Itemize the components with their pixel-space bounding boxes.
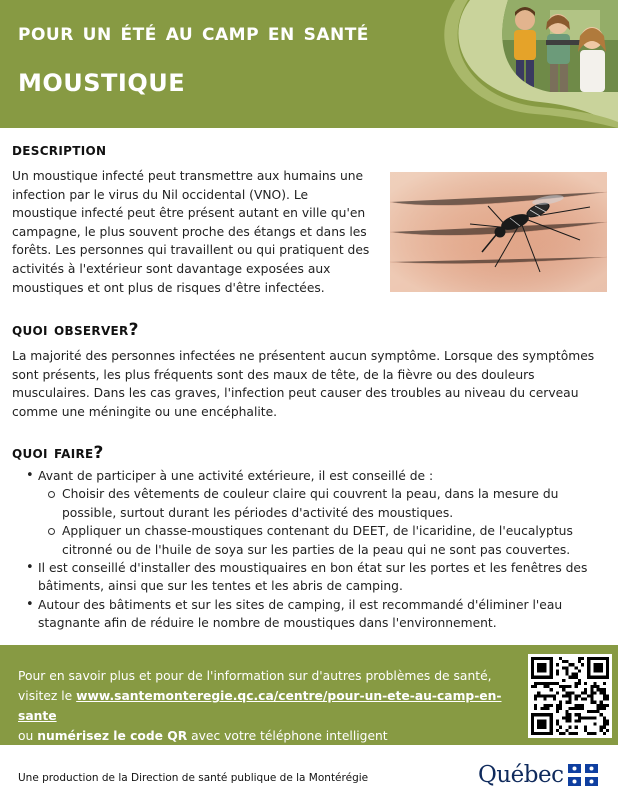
observe-text: La majorité des personnes infectées ne présentent aucun symptôme. Lorsque des symptômes sont présents, les plus fréquents sont des maux de tête, de la fièvre ou des douleurs musculaires. Dans les cas graves, l'infection peut causer des troubles au niveau du cerveau comme une méningite ou une encéphalite. — [12, 349, 595, 419]
quebec-logo — [478, 760, 598, 790]
page-subtitle: pour un été au camp en santé — [18, 18, 369, 46]
observe-heading: quoi observer? — [12, 320, 139, 340]
list-item — [24, 467, 610, 559]
list-item — [46, 485, 610, 522]
production-credit: Une production de la Direction de santé publique de la Montérégie — [18, 772, 369, 784]
qr-code-icon[interactable] — [528, 654, 612, 738]
mosquito-photo — [390, 172, 607, 292]
page-title: moustique — [18, 60, 186, 100]
todo-heading: quoi faire? — [12, 443, 104, 463]
description-text: Un moustique infecté peut transmettre aux humains une infection par le virus du Nil occidental (VNO). Le moustique infecté peut être présent autant en ville qu'en campagne, le plus souvent proche des étangs et dans les forêts. Les personnes qui travaillent ou qui pratiquent des activités à l'extérieur sont davantage exposées aux moustiques et ont plus de risques d'être infectées. — [12, 169, 370, 295]
todo-item-1: Avant de participer à une activité extérieure, il est conseillé de : — [38, 469, 434, 483]
qr-instruction: numérisez le code QR — [37, 729, 188, 743]
info-line-2-prefix: visitez le — [18, 689, 77, 703]
children-photo — [490, 0, 618, 92]
list-item — [24, 596, 610, 633]
quebec-flag-icon — [568, 764, 598, 786]
todo-subitem-1: Choisir des vêtements de couleur claire qui couvrent la peau, dans la mesure du possible, surtout durant les périodes d'activité des moustiques. — [62, 487, 559, 520]
info-text — [18, 666, 518, 746]
list-item — [46, 522, 610, 559]
todo-item-2: Il est conseillé d'installer des moustiquaires en bon état sur les portes et les fenêtres des bâtiments, ainsi que sur les tentes et les abris de camping. — [38, 561, 588, 594]
todo-sublist — [46, 485, 610, 559]
info-line-3-prefix: ou — [18, 729, 38, 743]
info-line-2 — [18, 686, 518, 726]
todo-subitem-2: Appliquer un chasse-moustiques contenant du DEET, de l'icaridine, de l'eucalyptus citronné ou de l'huile de soya sur les parties de la peau qui ne sont pas couvertes. — [62, 524, 573, 557]
quebec-logo-text: Québec — [478, 762, 564, 788]
description-heading: description — [12, 140, 107, 160]
todo-item-3: Autour des bâtiments et sur les sites de camping, il est recommandé d'éliminer l'eau stagnante afin de réduire le nombre de moustiques dans l'environnement. — [38, 597, 563, 631]
header-banner — [0, 0, 618, 128]
info-line-3-suffix: avec votre téléphone intelligent — [187, 729, 388, 743]
todo-list — [24, 467, 610, 633]
website-link[interactable]: www.santemonteregie.qc.ca/centre/pour-un-ete-au-camp-en-sante — [18, 689, 502, 723]
list-item — [24, 559, 610, 596]
qr-code-graphic — [531, 657, 609, 735]
info-line-3 — [18, 726, 518, 746]
info-line-1: Pour en savoir plus et pour de l'information sur d'autres problèmes de santé, — [18, 669, 492, 683]
